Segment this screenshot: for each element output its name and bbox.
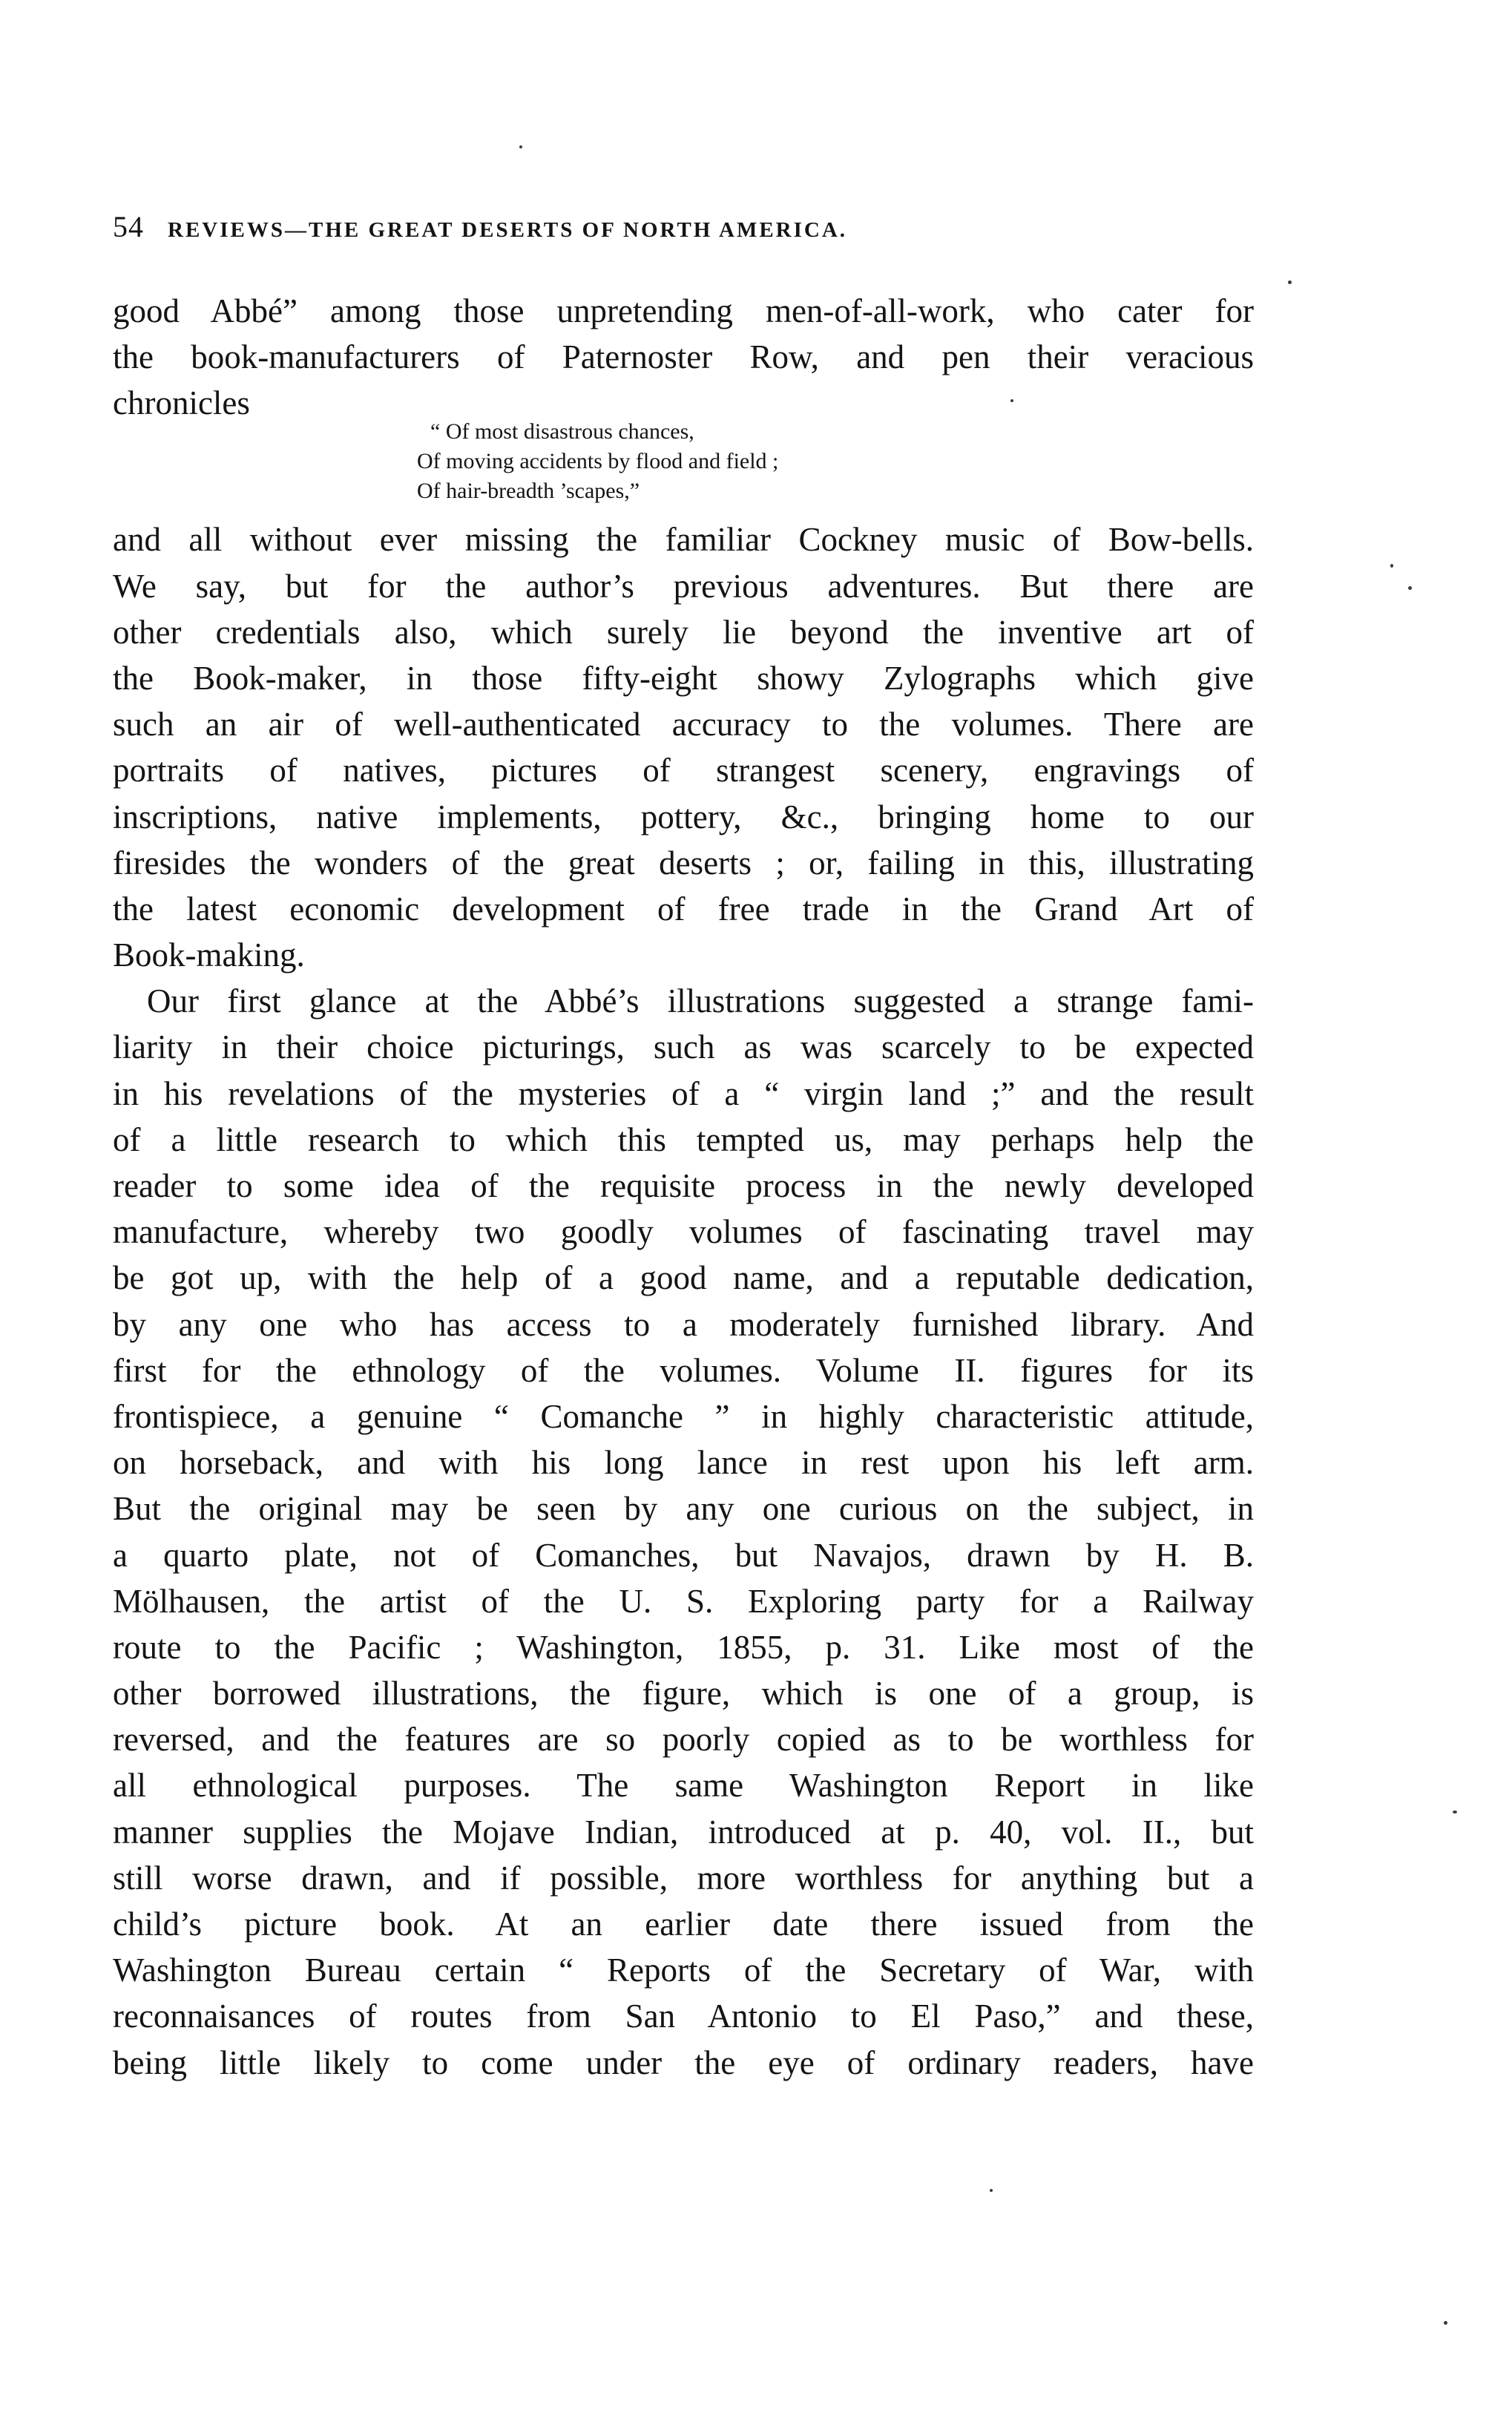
paragraph-2	[113, 978, 1254, 2086]
text-line: the latest economic development of free trade in the Grand Art of	[113, 890, 1254, 928]
body-text	[113, 288, 1254, 2086]
text-line: Our first glance at the Abbé’s illustrations suggested a strange fami-	[147, 982, 1254, 1020]
text-line: other borrowed illustrations, the figure, which is one of a group, is	[113, 1675, 1254, 1713]
text-line: liarity in their choice picturings, such as was scarcely to be expected	[113, 1028, 1254, 1066]
text-line: a quarto plate, not of Comanches, but Navajos, drawn by H. B.	[113, 1536, 1254, 1574]
text-line: be got up, with the help of a good name, and a reputable dedication,	[113, 1259, 1254, 1297]
paragraph-1	[113, 516, 1254, 978]
text-line: by any one who has access to a moderately furnished library. And	[113, 1305, 1254, 1343]
quote-line: “ Of most disastrous chances,	[430, 419, 694, 444]
text-line: route to the Pacific ; Washington, 1855, p. 31. Like most of the	[113, 1628, 1254, 1666]
text-line: But the original may be seen by any one curious on the subject, in	[113, 1490, 1254, 1528]
text-line: Book-making.	[113, 936, 305, 974]
text-line: We say, but for the author’s previous adventures. But there are	[113, 567, 1254, 605]
text-line: first for the ethnology of the volumes. Volume II. figures for its	[113, 1351, 1254, 1389]
text-line: still worse drawn, and if possible, more worthless for anything but a	[113, 1859, 1254, 1897]
text-line: firesides the wonders of the great deserts ; or, failing in this, illustrating	[113, 844, 1254, 882]
text-line: chronicles	[113, 384, 250, 422]
quote-line: Of hair-breadth ’scapes,”	[417, 479, 640, 504]
page-header	[113, 209, 1226, 254]
text-line: good Abbé” among those unpretending men-of-all-work, who cater for	[113, 292, 1254, 329]
text-line: reversed, and the features are so poorly copied as to be worthless for	[113, 1721, 1254, 1759]
text-line: Washington Bureau certain “ Reports of the Secretary of War, with	[113, 1951, 1254, 1989]
text-line: Mölhausen, the artist of the U. S. Exploring party for a Railway	[113, 1582, 1254, 1620]
text-line: other credentials also, which surely lie beyond the inventive art of	[113, 613, 1254, 651]
running-head: REVIEWS—THE GREAT DESERTS OF NORTH AMERICA.	[168, 218, 848, 242]
text-line: the Book-maker, in those fifty-eight showy Zylographs which give	[113, 659, 1254, 697]
ink-speck	[990, 2189, 993, 2192]
text-line: reader to some idea of the requisite process in the newly developed	[113, 1167, 1254, 1204]
text-line: in his revelations of the mysteries of a “ virgin land ;” and the result	[113, 1074, 1254, 1112]
ink-speck	[519, 145, 522, 148]
text-line: being little likely to come under the eye of ordinary readers, have	[113, 2044, 1254, 2081]
text-line: portraits of natives, pictures of strangest scenery, engravings of	[113, 752, 1254, 790]
ink-speck	[1288, 280, 1292, 284]
page-number: 54	[113, 210, 144, 243]
text-line: child’s picture book. At an earlier date there issued from the	[113, 1905, 1254, 1943]
text-line: all ethnological purposes. The same Washington Report in like	[113, 1767, 1254, 1805]
ink-speck	[1408, 586, 1412, 590]
text-line: reconnaisances of routes from San Antonio to El Paso,” and these,	[113, 1998, 1254, 2035]
text-line: and all without ever missing the familiar Cockney music of Bow-bells.	[113, 521, 1254, 559]
quote-line: Of moving accidents by flood and field ;	[417, 449, 779, 474]
text-line: the book-manufacturers of Paternoster Row, and pen their veracious	[113, 338, 1254, 376]
intro-block	[113, 288, 1254, 422]
text-line: manner supplies the Mojave Indian, introduced at p. 40, vol. II., but	[113, 1813, 1254, 1851]
text-line: on horseback, and with his long lance in rest upon his left arm.	[113, 1444, 1254, 1482]
verse-quotation	[113, 417, 1254, 506]
ink-speck	[1444, 2321, 1447, 2325]
ink-speck	[1453, 1811, 1457, 1813]
ink-speck	[1390, 564, 1393, 568]
text-line: such an air of well-authenticated accuracy to the volumes. There are	[113, 706, 1254, 743]
text-line: frontispiece, a genuine “ Comanche ” in highly characteristic attitude,	[113, 1397, 1254, 1435]
text-line: of a little research to which this tempted us, may perhaps help the	[113, 1120, 1254, 1158]
text-line: inscriptions, native implements, pottery, &c., bringing home to our	[113, 798, 1254, 836]
text-line: manufacture, whereby two goodly volumes of fascinating travel may	[113, 1213, 1254, 1251]
